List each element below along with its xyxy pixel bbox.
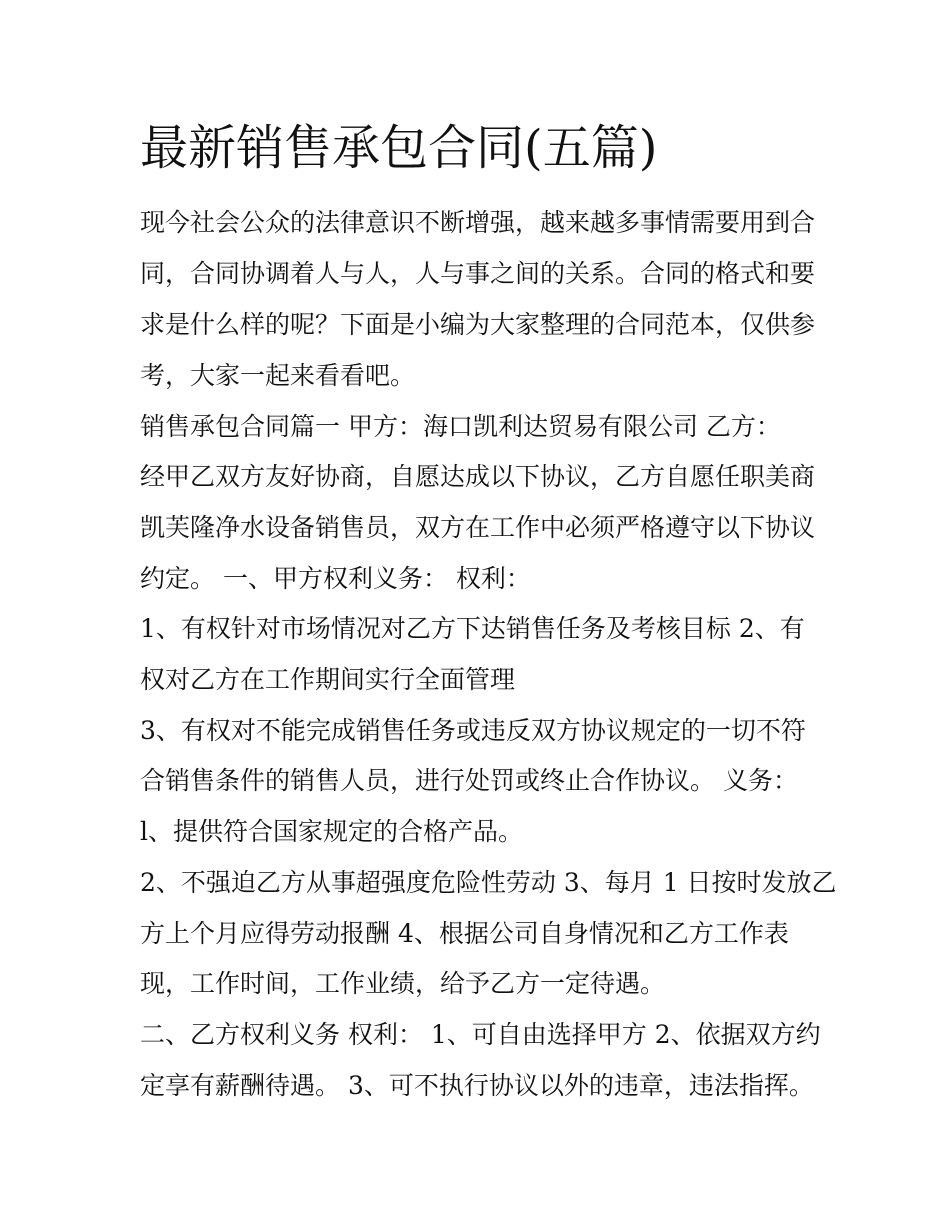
paragraph-line: 定享有薪酬待遇。 3、可不执行协议以外的违章，违法指挥。: [140, 1071, 814, 1100]
paragraph-line: 现今社会公众的法律意识不断增强，越来越多事情需要用到合: [140, 208, 816, 237]
paragraph-line: 销售承包合同篇一 甲方：海口凯利达贸易有限公司 乙方：: [140, 412, 781, 441]
paragraph-line: 3、有权对不能完成销售任务或违反双方协议规定的一切不符: [140, 716, 806, 745]
paragraph-line: 同，合同协调着人与人，人与事之间的关系。合同的格式和要: [140, 259, 816, 288]
paragraph-line: 方上个月应得劳动报酬 4、根据公司自身情况和乙方工作表: [140, 919, 789, 948]
paragraph-line: 考，大家一起来看看吧。: [140, 361, 416, 390]
paragraph-line: 权对乙方在工作期间实行全面管理: [140, 665, 516, 694]
paragraph-line: 2、不强迫乙方从事超强度危险性劳动 3、每月 1 日按时发放乙: [140, 868, 837, 897]
paragraph-line: 二、乙方权利义务 权利： 1、可自由选择甲方 2、依据双方约: [140, 1020, 821, 1049]
paragraph-line: 合销售条件的销售人员，进行处罚或终止合作协议。 义务：: [140, 766, 798, 795]
paragraph-line: 经甲乙双方友好协商，自愿达成以下协议，乙方自愿任职美商: [140, 462, 816, 491]
paragraph-line: l、提供符合国家规定的合格产品。: [140, 817, 523, 846]
document-title: 最新销售承包合同(五篇): [140, 120, 658, 176]
paragraph-line: 现，工作时间，工作业绩，给予乙方一定待遇。: [140, 969, 666, 998]
paragraph-line: 求是什么样的呢？下面是小编为大家整理的合同范本，仅供参: [140, 310, 816, 339]
paragraph-line: 约定。 一、甲方权利义务： 权利：: [140, 564, 531, 593]
paragraph-line: 1、有权针对市场情况对乙方下达销售任务及考核目标 2、有: [140, 614, 805, 643]
paragraph-line: 凯芙隆净水设备销售员，双方在工作中必须严格遵守以下协议: [140, 513, 816, 542]
